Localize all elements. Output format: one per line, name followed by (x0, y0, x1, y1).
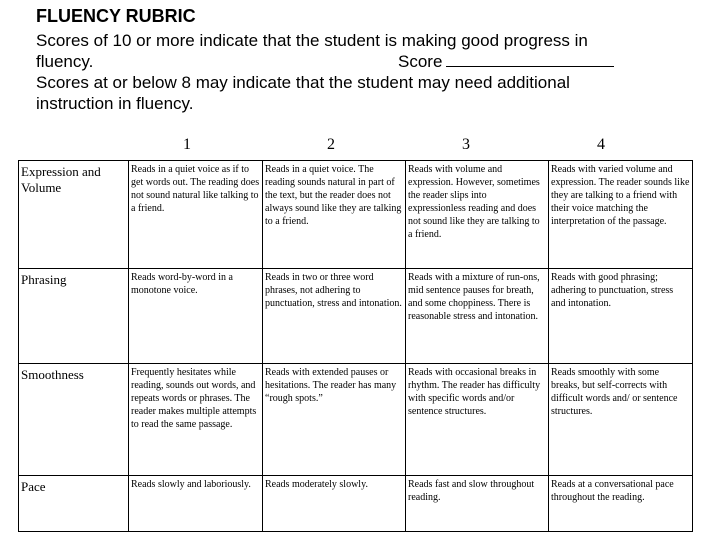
page-title: FLUENCY RUBRIC (36, 6, 196, 26)
table-row (19, 476, 693, 532)
table-row (19, 161, 693, 269)
rubric-table (18, 160, 693, 532)
score-blank-line[interactable] (446, 52, 614, 67)
rubric-cell: Reads slowly and laboriously. (129, 476, 263, 532)
intro-line-4: instruction in fluency. (36, 94, 194, 113)
intro-line-1: Scores of 10 or more indicate that the student is making good progress in (36, 31, 588, 50)
intro-line-2-text: fluency. (36, 52, 94, 71)
row-category: Pace (19, 476, 129, 532)
row-category: Expression and Volume (19, 161, 129, 269)
rubric-cell: Reads in a quiet voice as if to get words out. The reading does not sound natural like talking to a friend. (129, 161, 263, 269)
rubric-cell: Reads with extended pauses or hesitations. The reader has many “rough spots.” (263, 364, 406, 476)
column-header-2: 2 (327, 136, 335, 153)
row-category: Smoothness (19, 364, 129, 476)
rubric-cell: Reads with varied volume and expression. The reader sounds like they are talking to a friend with their voice matching the interpretation of the passage. (549, 161, 693, 269)
rubric-cell: Reads smoothly with some breaks, but self-corrects with difficult words and/ or sentence structures. (549, 364, 693, 476)
rubric-cell: Reads with good phrasing; adhering to punctuation, stress and intonation. (549, 269, 693, 364)
rubric-cell: Reads with volume and expression. However, sometimes the reader slips into expressionless reading and does not sound like they are talking to a friend. (406, 161, 549, 269)
column-header-4: 4 (597, 136, 605, 153)
intro-line-3: Scores at or below 8 may indicate that the student may need additional (36, 73, 570, 92)
rubric-cell: Reads in a quiet voice. The reading sounds natural in part of the text, but the reader does not always sound like they are talking to a friend. (263, 161, 406, 269)
rubric-cell: Reads moderately slowly. (263, 476, 406, 532)
score-label: Score (398, 52, 443, 71)
rubric-cell: Reads at a conversational pace throughout the reading. (549, 476, 693, 532)
table-row (19, 364, 693, 476)
rubric-cell: Reads word-by-word in a monotone voice. (129, 269, 263, 364)
row-category: Phrasing (19, 269, 129, 364)
rubric-cell: Reads fast and slow throughout reading. (406, 476, 549, 532)
intro-text (36, 30, 696, 114)
column-header-3: 3 (462, 136, 470, 153)
column-header-1: 1 (183, 136, 191, 153)
rubric-cell: Reads with a mixture of run-ons, mid sentence pauses for breath, and some choppiness. There is reasonable stress and intonation. (406, 269, 549, 364)
intro-line-2 (36, 51, 696, 72)
rubric-cell: Reads in two or three word phrases, not adhering to punctuation, stress and intonation. (263, 269, 406, 364)
rubric-cell: Frequently hesitates while reading, sounds out words, and repeats words or phrases. The reader makes multiple attempts to read the same passage. (129, 364, 263, 476)
score-field[interactable] (398, 51, 614, 72)
column-headers (0, 136, 720, 160)
rubric-cell: Reads with occasional breaks in rhythm. The reader has difficulty with specific words and/or sentence structures. (406, 364, 549, 476)
table-row (19, 269, 693, 364)
